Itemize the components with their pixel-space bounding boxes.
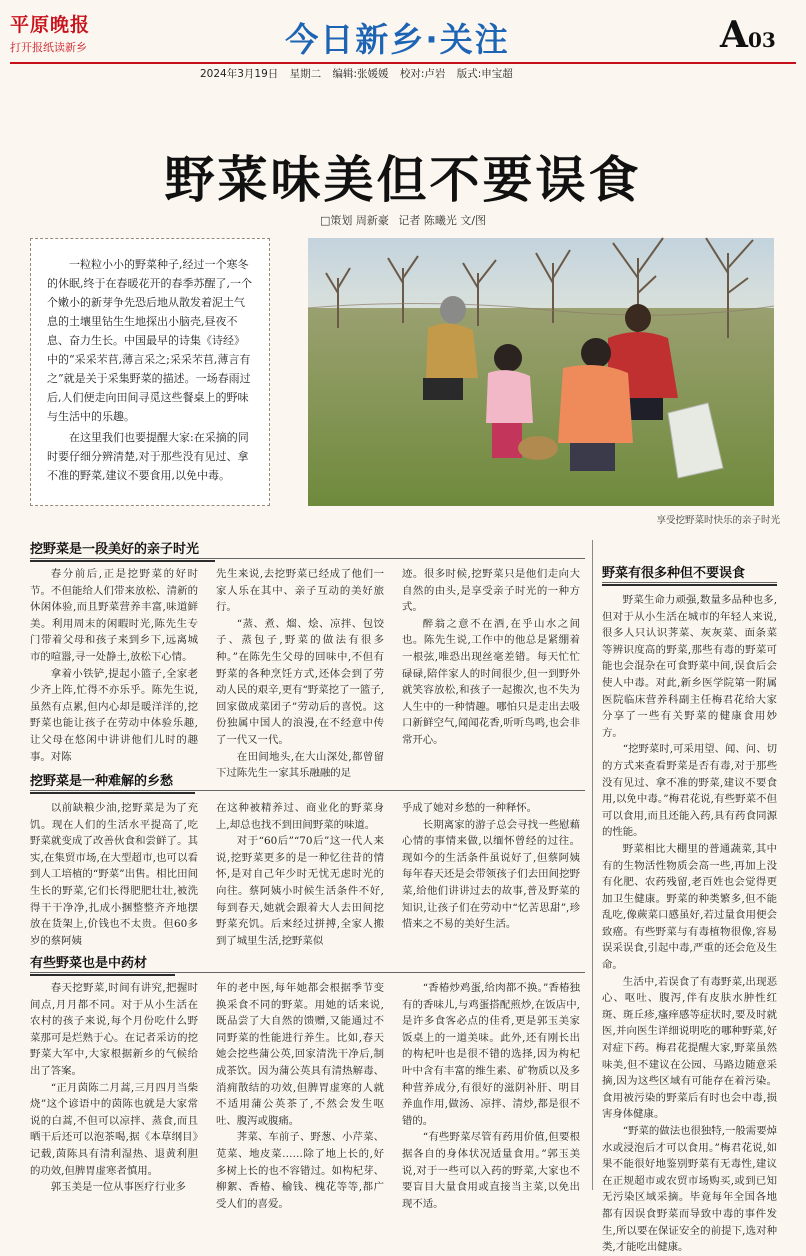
section-1-col-1 <box>30 566 198 772</box>
section-rule <box>30 790 585 791</box>
paragraph: 野菜相比大棚里的普通蔬菜,其中有的生物活性物质会高一些,再加上没有化肥、农药残留,老百姓也会觉得更加卫生健康。野菜的种类繁多,但不能乱吃,像蕨菜口感虽好,若过量食用便会致癌。有些野菜与有毒植物很像,容易误采误食,引起中毒,严重的还会危及生命。 <box>602 842 777 972</box>
photo-illustration <box>308 238 774 506</box>
section-heading: 挖野菜是一种难解的乡愁 <box>30 770 195 794</box>
section-2-col-3 <box>402 800 580 948</box>
byline <box>0 212 806 228</box>
section-1-col-3 <box>402 566 580 772</box>
paragraph: 年的老中医,每年她都会根据季节变换采食不同的野菜。用她的话来说,既品尝了大自然的馈赠,又能通过不同野菜的性能进行养生。比如,春天她会挖些蒲公英,回家清洗干净后,制成茶饮。因为蒲公英具有清热解毒、消痈散结的功效,但脾胃虚寒的人就不适用蒲公英茶了,不然会发生呕吐、腹泻或腹痛。 <box>216 982 384 1127</box>
paragraph: “香椿炒鸡蛋,给肉都不换。”香椿独有的香味儿,与鸡蛋搭配煎炒,在饭店中,是许多食客必点的佳肴,更是郭玉美家饭桌上的一道美味。此外,还有刚长出的构杞叶也是很不错的选择,因为构杞叶中含有丰富的维生素、矿物质以及多种营养成分,有很好的滋阴补肝、明目养血作用,做汤、凉拌、清炒,都是很不错的。 <box>402 982 580 1127</box>
paragraph: 先生来说,去挖野菜已经成了他们一家人乐在其中、亲子互动的美好旅行。 <box>216 568 384 614</box>
paragraph: 郭玉美是一位从事医疗行业多 <box>50 1181 186 1194</box>
intro-box <box>30 238 270 506</box>
section-3-col-1 <box>30 980 198 1192</box>
section-title: 今日新乡·关注 <box>285 20 510 59</box>
section-4-col-1 <box>602 592 777 1254</box>
page-letter: A <box>720 14 748 56</box>
headline: 野菜味美但不要误食 <box>164 151 642 209</box>
paragraph: 拿着小铁铲,提起小篮子,全家老少齐上阵,忙得不亦乐乎。陈先生说,虽然有点累,但内心却是暖洋洋的,挖野菜也能让孩子在劳动中体验乐趣,让父母在悠闲中讲讲他们儿时的趣事。对陈 <box>30 667 198 763</box>
section-rule <box>602 582 777 583</box>
paragraph: “挖野菜时,可采用望、闻、问、切的方式来查看野菜是否有毒,对于那些没有见过、拿不准的野菜,建议不要食用,以免中毒。”梅君花说,有些野菜不但可以食用,而且还能入药,具有药食同源的性能。 <box>602 743 777 839</box>
paragraph: “野菜的做法也很独特,一般需要焯水或浸泡后才可以食用。”梅君花说,如果不能很好地鉴别野菜有无毒性,建议在正规超市或农贸市场购买,或到已知无污染区域采摘。毕竟每年全国各地都有因误食野菜而导致中毒的事件发生,所以要在保证安全的前提下,选对种类,才能吃出健康。 <box>602 1125 777 1254</box>
paragraph: 在这种被精养过、商业化的野菜身上,却总也找不到田间野菜的味道。 <box>216 802 384 831</box>
paragraph: “有些野菜尽管有药用价值,但要根据各自的身体状况适量食用。”郭玉美说,对于一些可以入药的野菜,大家也不要盲目大量食用或直接当主菜,以免出现不适。 <box>402 1131 580 1210</box>
byline-planner: □策划 周新豪 <box>319 214 389 227</box>
section-3-col-3 <box>402 980 580 1210</box>
column-divider <box>592 540 593 1190</box>
paragraph: 以前缺粮少油,挖野菜是为了充饥。现在人们的生活水平提高了,吃野菜就变成了改善伙食和尝鲜了。其实,在集贸市场,在大型超市,也可以看到人工培植的“野菜”出售。相比田间生长的野菜,它们长得肥肥壮壮,被洗得干干净净,扎成小捆整整齐齐地摆放在货架上,价钱也不太贵。但60多岁的蔡阿姨 <box>30 802 198 947</box>
basket <box>518 436 558 460</box>
paragraph: 对于“60后”“70后”这一代人来说,挖野菜更多的是一种忆往昔的情怀,是对自己年少时无忧无虑时光的向往。蔡阿姨小时候生活条件不好,每到春天,她就会跟着大人去田间挖野菜充饥。后来经过拼搏,全家人搬到了城里生活,挖野菜似 <box>216 835 384 947</box>
photo-caption: 享受挖野菜时快乐的亲子时光 <box>656 515 780 526</box>
paragraph: 迹。很多时候,挖野菜只是他们走向大自然的由头,是享受亲子时光的一种方式。 <box>402 568 580 614</box>
page-num: 03 <box>747 28 776 52</box>
page-number <box>720 14 800 56</box>
paragraph: 醉翁之意不在酒,在乎山水之间也。陈先生说,工作中的他总是紧绷着一根弦,唯恐出现丝毫差错。每天忙忙碌碌,陪伴家人的时间很少,但一到野外就笑容放松,和孩子一起搬次,也不失为人生中的一种情趣。哪怕只是走出去吸口新鲜空气,闻闻花香,听听鸟鸣,也会非常开心。 <box>402 617 580 746</box>
section-rule <box>30 972 585 973</box>
section-1-col-2 <box>216 566 384 780</box>
intro-paragraph: 一粒粒小小的野菜种子,经过一个寒冬的休眠,终于在春暖花开的春季苏醒了,一个个嫩小的新芽争先恐后地从散发着泥土气息的土壤里钻生生地探出小脑壳,昼夜不息、奋力生长。中国最早的诗集《诗经》中的“采采芣苢,薄言采之;采采芣苢,薄言有之”就是关于采集野菜的描述。一场春雨过后,人们便走向田间寻觅这些餐桌上的野味与生活中的乐趣。 <box>47 258 252 423</box>
section-heading: 野菜有很多种但不要误食 <box>602 562 777 586</box>
dateline <box>200 66 800 81</box>
paragraph: 在田间地头,在大山深处,都曾留下过陈先生一家其乐融融的足 <box>216 750 384 780</box>
dateline-proof: 校对:卢岩 <box>399 68 446 80</box>
paragraph: 长期离家的游子总会寻找一些慰藉心情的事情来做,以缅怀曾经的过往。现如今的生活条件虽说好了,但蔡阿姨每年春天还是会带领孩子们去田间挖野菜,给他们讲讲过去的故事,普及野菜的知识,让孩子们在劳动中“忆苦思甜”,珍惜来之不易的美好生活。 <box>402 818 580 931</box>
byline-reporter: 记者 陈曦光 文/图 <box>398 214 487 227</box>
section-heading: 有些野菜也是中药材 <box>30 952 175 976</box>
paragraph: 生活中,若误食了有毒野菜,出现恶心、呕吐、腹泻,伴有皮肤水肿性红斑、斑丘疹,瘙痒感等症状时,要及时就医,并向医生详细说明吃的哪种野菜,好对症下药。梅君花提醒大家,野菜虽然味美,但不建议在公园、马路边随意采摘,因为这些区域有可能存在着污染。食用被污染的野菜后有时也会中毒,损害身体健康。 <box>602 975 777 1121</box>
section-rule <box>30 558 585 559</box>
dateline-editor: 编辑:张媛媛 <box>332 68 389 80</box>
section-heading: 挖野菜是一段美好的亲子时光 <box>30 538 215 562</box>
paragraph: 乎成了她对乡愁的一种释怀。 <box>402 802 538 814</box>
feature-photo <box>308 238 774 506</box>
intro-paragraph: 在这里我们也要提醒大家:在采摘的同时要仔细分辨清楚,对于那些没有见过、拿不准的野菜,建议不要食用,以免中毒。 <box>47 431 249 482</box>
paragraph: “蒸、煮、熘、烩、凉拌、包饺子、蒸包子,野菜的做法有很多种。”在陈先生父母的回味中,不但有野菜的各种烹饪方式,还体会到了劳动人民的艰辛,更有“野菜挖了一篮子,回家做成菜团子”劳动后的喜悦。这份独属中国人的浪漫,在不经意中传了一代又一代。 <box>216 617 384 746</box>
newspaper-logo: 平原晚报 <box>10 14 91 36</box>
newspaper-slogan: 打开报纸读新乡 <box>10 41 87 54</box>
dateline-design: 版式:申宝超 <box>456 68 513 80</box>
dateline-weekday: 星期二 <box>289 68 322 80</box>
section-2-col-2 <box>216 800 384 948</box>
section-3-col-2 <box>216 980 384 1210</box>
paragraph: 野菜生命力顽强,数量多品种也多,但对于从小生活在城市的年轻人来说,很多人只认识荠菜、灰灰菜、面条菜等辨识度高的野菜,那些有毒的野菜可能也会混杂在可食野菜中间,误食后会使人中毒。对此,新乡医学院第一附属医院临床营养科副主任梅君花给大家分享了一些有关野菜的健康食用妙方。 <box>602 594 777 739</box>
paragraph: 荠菜、车前子、野葱、小芹菜、苋菜、地皮菜……除了地上长的,好多树上长的也不容错过。如构杞芽、柳絮、香椿、榆钱、槐花等等,都广受人们的喜爱。 <box>216 1131 384 1210</box>
section-2-col-1 <box>30 800 198 948</box>
paragraph: “正月茵陈二月蒿,三月四月当柴烧”这个谚语中的茵陈也就是大家常说的白蒿,不但可以凉拌、蒸食,而且晒干后还可以泡茶喝,据《本草纲目》记载,茵陈具有清利湿热、退黄利胆的功效,但脾胃虚寒者慎用。 <box>30 1081 198 1177</box>
paragraph: 春天挖野菜,时间有讲究,把握时间点,月月都不同。对于从小生活在农村的孩子来说,每个月份吃什么野菜那可是烂熟于心。在记者采访的挖野菜大军中,大家根据新乡的气候给出了答案。 <box>30 982 198 1077</box>
paragraph: 春分前后,正是挖野菜的好时节。不但能给人们带来放松、清新的休闲体验,而且野菜营养丰富,味道鲜美。利用周末的闲暇时光,陈先生专门带着父母和孩子来到乡下,远离城市的喧嚣,寻一处静土,放松下心情。 <box>30 568 198 663</box>
dateline-date: 2024年3月19日 <box>200 68 279 80</box>
header-divider <box>10 62 796 64</box>
masthead <box>10 10 120 55</box>
